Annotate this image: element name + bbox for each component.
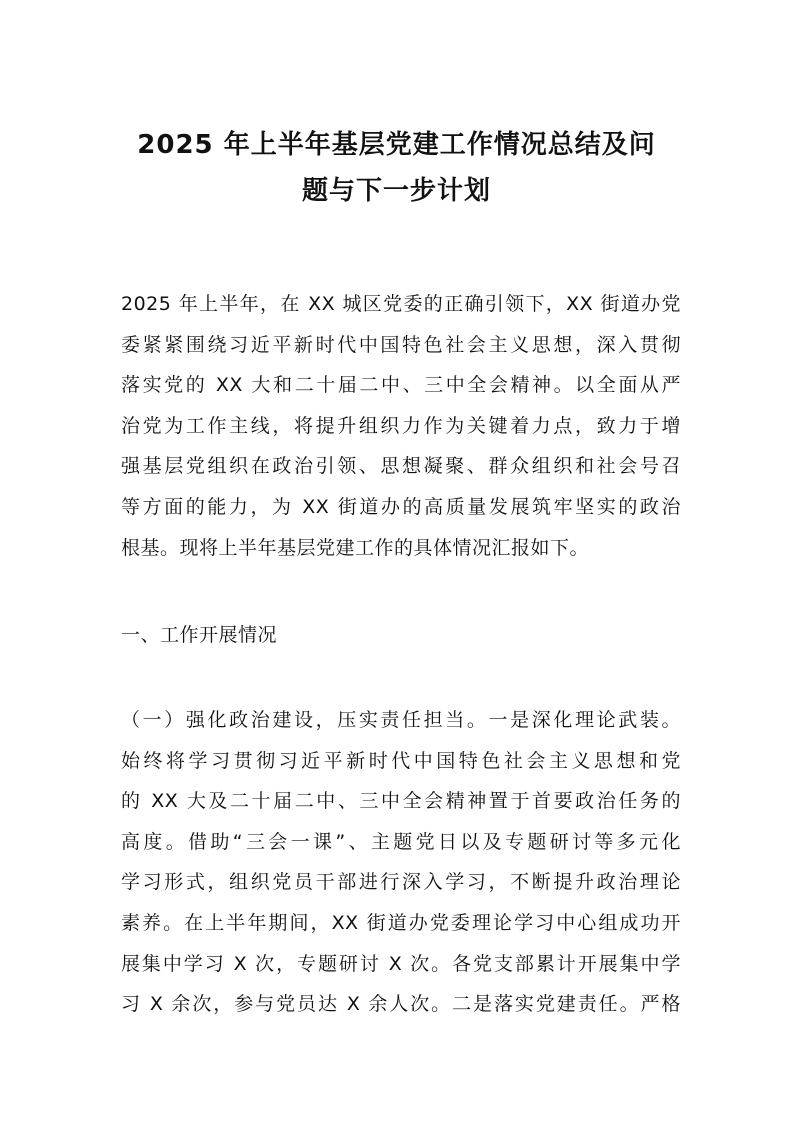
paragraph-line: 素养。在上半年期间，XX 街道办党委理论学习中心组成功开 <box>121 911 681 934</box>
paragraph-line: 的 XX 大及二十届二中、三中全会精神置于首要政治任务的 <box>121 790 681 813</box>
paragraph-line: 高度。借助“三会一课”、主题党日以及专题研讨等多元化 <box>121 830 681 853</box>
paragraph-line: 展集中学习 X 次，专题研讨 X 次。各党支部累计开展集中学 <box>121 952 681 975</box>
paragraph-line: 落实党的 XX 大和二十届二中、三中全会精神。以全面从严 <box>121 374 681 397</box>
section-heading-text: 一、工作开展情况 <box>121 624 278 646</box>
paragraph-line: 根基。现将上半年基层党建工作的具体情况汇报如下。 <box>121 536 590 559</box>
paragraph-line: （一）强化政治建设，压实责任担当。一是深化理论武装。 <box>121 709 681 731</box>
paragraph-line: 强基层党组织在政治引领、思想凝聚、群众组织和社会号召 <box>121 455 681 478</box>
paragraph-line: 学习形式，组织党员干部进行深入学习，不断提升政治理论 <box>121 871 681 894</box>
paragraph-line: 等方面的能力，为 XX 街道办的高质量发展筑牢坚实的政治 <box>121 495 681 518</box>
paragraph-line: 委紧紧围绕习近平新时代中国特色社会主义思想，深入贯彻 <box>121 333 681 356</box>
section-paragraph <box>121 700 681 1025</box>
paragraph-line: 治党为工作主线，将提升组织力作为关键着力点，致力于增 <box>121 414 681 437</box>
paragraph-line: 2025 年上半年，在 XX 城区党委的正确引领下，XX 街道办党 <box>121 293 681 315</box>
intro-paragraph <box>121 284 681 568</box>
title-line: 2025 年上半年基层党建工作情况总结及问 <box>137 130 656 160</box>
paragraph-line: 始终将学习贯彻习近平新时代中国特色社会主义思想和党 <box>121 749 681 772</box>
paragraph-line: 习 X 余次，参与党员达 X 余人次。二是落实党建责任。严格 <box>121 993 681 1016</box>
section-heading <box>121 615 681 656</box>
document-title <box>100 122 693 214</box>
title-line: 题与下一步计划 <box>301 176 491 206</box>
